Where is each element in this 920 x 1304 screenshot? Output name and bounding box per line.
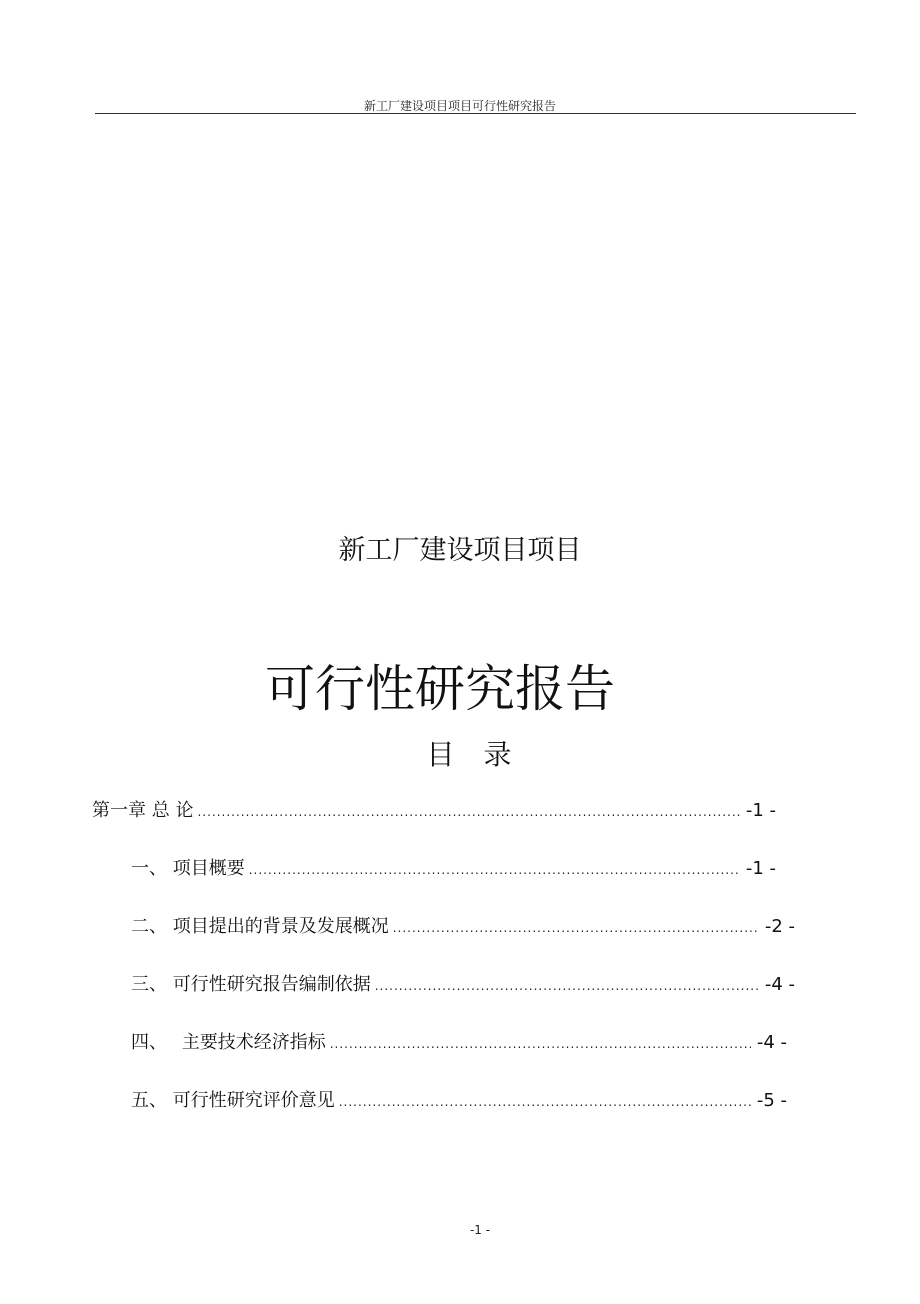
- toc-entry-page: -1 -: [745, 858, 776, 879]
- toc-entry-page: -5 -: [756, 1090, 787, 1111]
- toc-entry-label: 三、 可行性研究报告编制依据: [131, 974, 371, 995]
- footer-page-number: -1 -: [469, 1223, 491, 1237]
- dot-leader: [197, 805, 739, 819]
- toc-entry-label: 二、 项目提出的背景及发展概况: [131, 916, 389, 937]
- toc-entry-label: 五、 可行性研究评价意见: [131, 1090, 335, 1111]
- toc-entry-page: -2 -: [764, 916, 795, 937]
- toc-entry-section-4[interactable]: [131, 1028, 787, 1054]
- cover-title: 可行性研究报告: [265, 660, 615, 718]
- toc-entry-label: 一、 项目概要: [131, 858, 245, 879]
- toc-heading: 目 录: [426, 738, 522, 771]
- dot-leader: [330, 1037, 751, 1051]
- header-rule: [95, 113, 856, 114]
- running-header: 新工厂建设项目项目可行性研究报告: [363, 99, 556, 113]
- toc-entry-section-1[interactable]: [131, 854, 776, 880]
- toc-entry-page: -4 -: [764, 974, 795, 995]
- cover-subtitle: 新工厂建设项目项目: [338, 535, 582, 566]
- toc-entry-label: 四、 主要技术经济指标: [131, 1032, 326, 1053]
- dot-leader: [393, 921, 759, 935]
- toc-entry-page: -4 -: [756, 1032, 787, 1053]
- dot-leader: [339, 1095, 751, 1109]
- toc-entry-section-5[interactable]: [131, 1086, 787, 1112]
- dot-leader: [249, 863, 740, 877]
- toc-entry-chapter-1[interactable]: [92, 796, 776, 822]
- toc-entry-label: 第一章 总 论: [92, 800, 194, 821]
- toc-entry-section-2[interactable]: [131, 912, 795, 938]
- dot-leader: [375, 979, 759, 993]
- toc-entry-page: -1 -: [745, 800, 776, 821]
- toc-entry-section-3[interactable]: [131, 970, 795, 996]
